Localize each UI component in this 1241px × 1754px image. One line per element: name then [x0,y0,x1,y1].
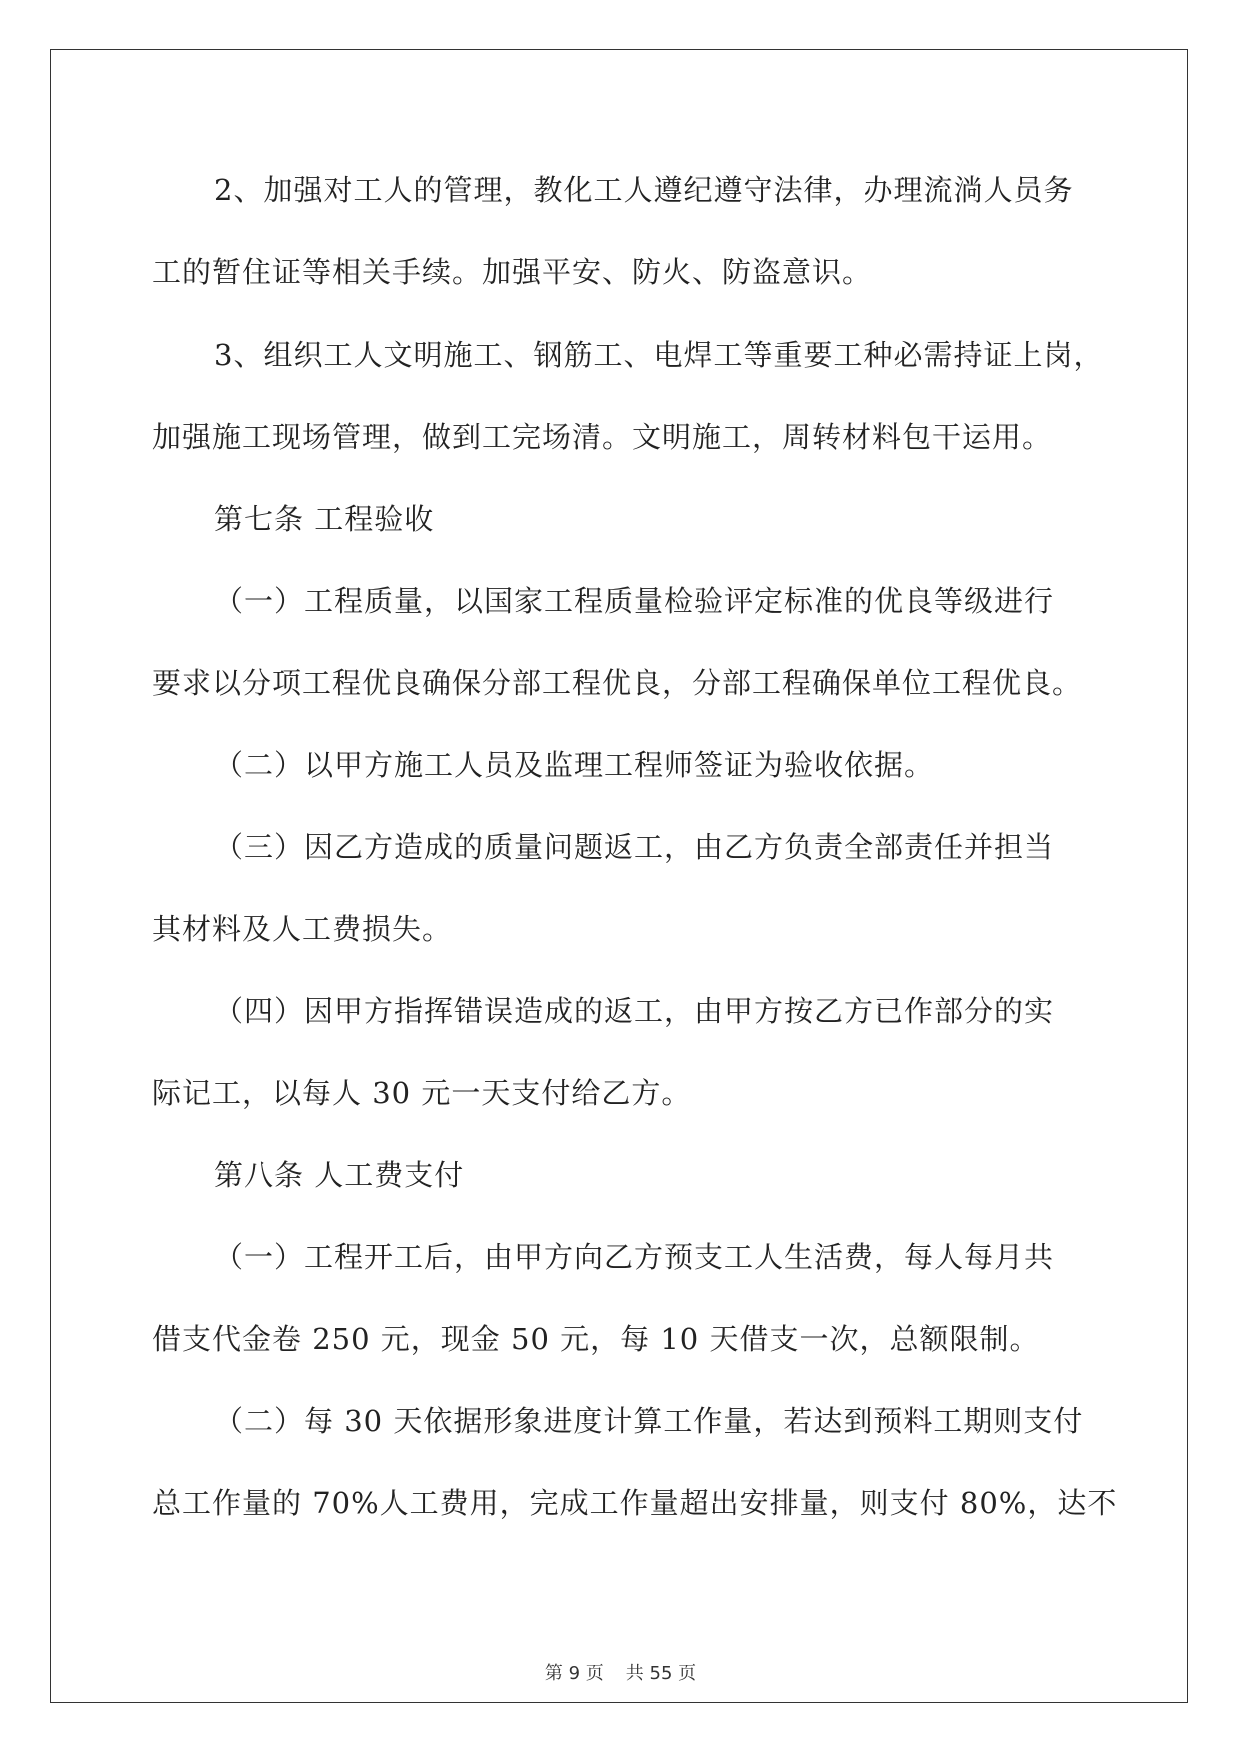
paragraph-line: 总工作量的 70%人工费用，完成工作量超出安排量，则支付 80%，达不 [152,1486,1118,1520]
paragraph-line: 3、组织工人文明施工、钢筋工、电焊工等重要工种必需持证上岗， [214,338,1104,372]
paragraph-line: 其材料及人工费损失。 [152,912,453,946]
section-heading: 第八条 人工费支付 [214,1158,465,1192]
paragraph-line: （一）工程质量，以国家工程质量检验评定标准的优良等级进行 [214,584,1055,618]
page-number: 第 9 页 [544,1663,604,1684]
paragraph-line: （一）工程开工后，由甲方向乙方预支工人生活费，每人每月共 [214,1240,1055,1274]
paragraph-line: （四）因甲方指挥错误造成的返工，由甲方按乙方已作部分的实 [214,994,1055,1028]
paragraph-line: 2、加强对工人的管理，教化工人遵纪遵守法律，办理流淌人员务 [214,173,1074,207]
page-border [50,49,1188,1703]
paragraph-line: 际记工，以每人 30 元一天支付给乙方。 [152,1076,692,1110]
paragraph-line: （二）每 30 天依据形象进度计算工作量，若达到预料工期则支付 [214,1404,1084,1438]
paragraph-line: （三）因乙方造成的质量问题返工，由乙方负责全部责任并担当 [214,830,1055,864]
page-total: 共 55 页 [625,1663,697,1684]
paragraph-line: 要求以分项工程优良确保分部工程优良，分部工程确保单位工程优良。 [152,666,1083,700]
section-heading: 第七条 工程验收 [214,502,435,536]
paragraph-line: 工的暂住证等相关手续。加强平安、防火、防盗意识。 [152,255,873,289]
paragraph-line: 加强施工现场管理，做到工完场清。文明施工，周转材料包干运用。 [152,420,1053,454]
paragraph-line: 借支代金卷 250 元，现金 50 元，每 10 天借支一次，总额限制。 [152,1322,1040,1356]
paragraph-line: （二）以甲方施工人员及监理工程师签证为验收依据。 [214,748,935,782]
page-footer [0,1659,1241,1685]
